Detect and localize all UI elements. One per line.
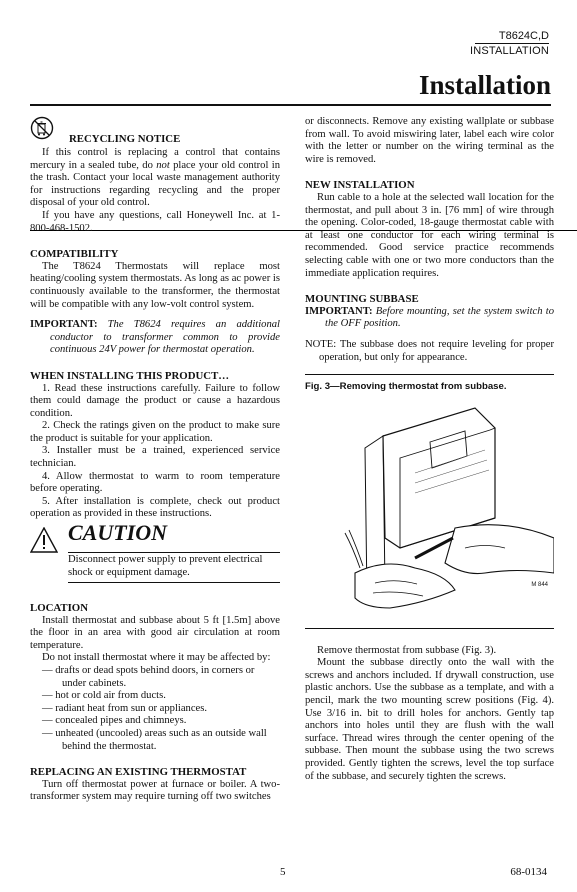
page-number: 5 — [280, 866, 286, 878]
location-text-1: Install thermostat and subbase about 5 ft [1.5m] above the floor in an area with good air circulation at room temperature. — [30, 614, 280, 651]
thermostat-removal-drawing — [305, 398, 554, 628]
figure-top-rule — [305, 374, 554, 375]
header-model: T8624C,D — [498, 30, 549, 42]
when-item-3: 3. Installer must be a trained, experienced service technician. — [30, 445, 280, 470]
recycling-notice-header — [30, 116, 280, 147]
header-rule — [475, 43, 549, 44]
caution-text: Disconnect power supply to prevent electrical shock or equipment damage. — [68, 554, 263, 578]
no-trash-icon — [30, 116, 54, 140]
warning-triangle-icon — [30, 527, 58, 553]
when-installing-heading: WHEN INSTALLING THIS PRODUCT… — [30, 369, 230, 382]
recycling-heading: RECYCLING NOTICE — [69, 133, 181, 145]
remove-thermostat-text: Remove thermostat from subbase (Fig. 3). — [317, 644, 497, 656]
compatibility-important: IMPORTANT: The T8624 requires an additional conductor to transformer common to provide continuous 24V power for thermostat operation. — [30, 319, 280, 356]
replacing-heading: REPLACING AN EXISTING THERMOSTAT — [30, 766, 247, 779]
compatibility-heading: COMPATIBILITY — [30, 248, 119, 261]
header-section: INSTALLATION — [469, 45, 549, 57]
caution-box — [30, 520, 280, 589]
new-installation-heading: NEW INSTALLATION — [305, 179, 415, 192]
honeywell-contact: If you have any questions, call Honeywell Inc. at 1-800-468-1502. — [30, 209, 280, 234]
mounting-important: IMPORTANT: Before mounting, set the system switch to the OFF position. — [305, 305, 554, 330]
location-item-2: — hot or cold air from ducts. — [42, 690, 166, 702]
new-installation-text: Run cable to a hole at the selected wall location for the thermostat, and pull about 3 in. [76 mm] of wire through the opening. Color-coded, 18-gauge thermostat cable with at least one conductor for each wiring terminal is recommended. Good service practice recommends selecting cable with one or two more conductors than the immediate application requires. — [305, 191, 554, 279]
document-number: 68-0134 — [510, 866, 547, 878]
mounting-note: NOTE: The subbase does not require leveling for proper operation, but only for appearance. — [305, 338, 554, 363]
mounting-subbase-heading: MOUNTING SUBBASE — [305, 293, 419, 306]
location-item-4: — concealed pipes and chimneys. — [42, 715, 187, 727]
figure-caption: Fig. 3—Removing thermostat from subbase. — [305, 381, 507, 393]
location-heading: LOCATION — [30, 602, 88, 615]
replacing-text: Turn off thermostat power at furnace or boiler. A two-transformer system may require turning off two switches — [30, 778, 280, 803]
location-item-3: — radiant heat from sun or appliances. — [42, 702, 208, 714]
right-column — [305, 116, 554, 783]
when-item-4: 4. Allow thermostat to warm to room temperature before operating. — [30, 470, 280, 495]
when-item-1: 1. Read these instructions carefully. Failure to follow them could damage the product or cause a hazardous condition. — [30, 382, 280, 419]
mount-subbase-text: Mount the subbase directly onto the wall with the screws and anchors included. If drywall construction, use plastic anchors. Use the subbase as a template, and with a pencil, mark the two mounting screw positions (Fig. 4). Use 3/16 in. bit to drill holes for anchors. Gently tap anchors into holes until they are flush with the wall surface. Thread wires through the center opening of the subbase. Then mount the subbase using the two screws provided. Gently tighten the screws, level the top surface of the subbase, and securely tighten the screws. — [305, 657, 554, 782]
location-item-5: — unheated (uncooled) areas such as an outside wall behind the thermostat. — [42, 727, 267, 752]
location-item-1: — drafts or dead spots behind doors, in corners or under cabinets. — [42, 665, 255, 689]
page-title: Installation — [418, 70, 551, 100]
compatibility-text: The T8624 Thermostats will replace most heating/cooling system thermostats. As long as ac power is continuously available to the transformer, the thermostat will be compatible with any low-volt control system. — [30, 260, 280, 310]
title-rule — [30, 104, 551, 106]
when-item-2: 2. Check the ratings given on the product to make sure the product is suitable for your application. — [30, 420, 280, 444]
location-text-2: Do not install thermostat where it may be affected by: — [42, 652, 271, 664]
when-item-5: 5. After installation is complete, check out product operation as provided in these instructions. — [30, 495, 280, 520]
figure-illustration — [305, 398, 554, 628]
left-column — [30, 116, 280, 804]
recycling-text: If this control is replacing a control that contains mercury in a sealed tube, do not place your old control in the trash. Contact your local waste management authority for instructions regarding recycling and the proper disposal of your old control. — [30, 147, 281, 209]
figure-code: M 844 — [531, 582, 548, 589]
continued-text: or disconnects. Remove any existing wallplate or subbase from wall. To avoid miswiring later, label each wire color with the letter or number on the wiring terminal as the wire is removed. — [305, 116, 554, 165]
caution-word: CAUTION — [68, 520, 168, 546]
